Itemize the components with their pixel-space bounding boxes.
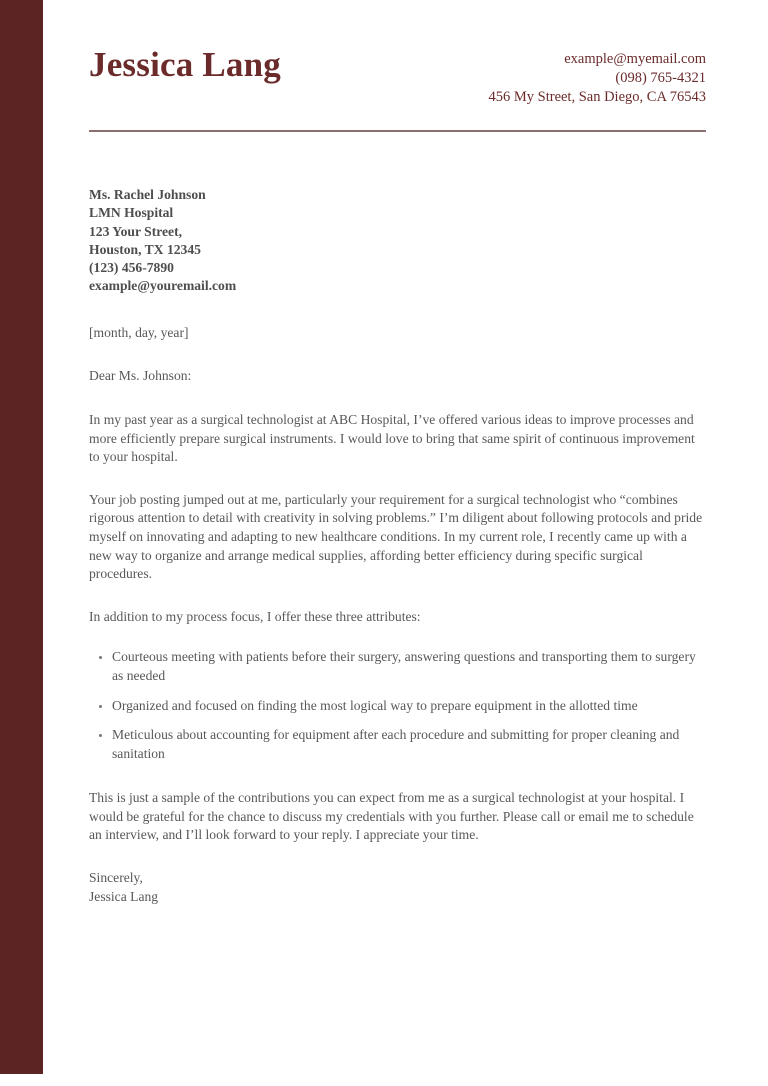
recipient-phone: (123) 456-7890: [89, 260, 174, 276]
recipient-city-state-zip: Houston, TX 12345: [89, 241, 201, 257]
attributes-intro: In addition to my process focus, I offer these three attributes:: [89, 608, 421, 624]
recipient-name: Ms. Rachel Johnson: [89, 187, 206, 202]
sender-address: 456 My Street, San Diego, CA 76543: [488, 89, 706, 105]
letter-date: [month, day, year]: [89, 324, 189, 340]
attributes-list: [89, 648, 706, 763]
signoff-name: Jessica Lang: [89, 888, 159, 904]
sender-name: Jessica Lang: [89, 45, 281, 84]
body-paragraph-1: In my past year as a surgical technologist at ABC Hospital, I’ve offered various ideas to improve processes and more efficiently prepare surgical instruments. I would love to bring that same spirit of continuous improvement to your hospital.: [89, 411, 695, 465]
list-item: Meticulous about accounting for equipment after each procedure and submitting for proper cleaning and sanitation: [112, 726, 706, 763]
recipient-organization: LMN Hospital: [89, 205, 174, 221]
list-item: Courteous meeting with patients before their surgery, answering questions and transporting them to surgery as needed: [112, 648, 706, 685]
recipient-street: 123 Your Street,: [89, 223, 183, 239]
letter-body: [89, 186, 706, 906]
signature-block: [89, 869, 706, 906]
signoff-closing: Sincerely,: [89, 870, 143, 886]
sender-email: example@myemail.com: [564, 51, 706, 67]
letter-salutation: Dear Ms. Johnson:: [89, 368, 192, 384]
recipient-email: example@youremail.com: [89, 278, 237, 294]
accent-sidebar: [0, 0, 43, 1074]
list-item: Organized and focused on finding the most logical way to prepare equipment in the allotted time: [112, 697, 706, 716]
body-paragraph-2: Your job posting jumped out at me, particularly your requirement for a surgical technologist who “combines rigorous attention to detail with creativity in solving problems.” I’m diligent about following protocols and pride myself on innovating and adapting to new healthcare conditions. In my current role, I recently came up with a new way to organize and arrange medical supplies, affording better efficiency during specific surgical procedures.: [89, 491, 703, 582]
recipient-address-block: [89, 186, 706, 296]
header-divider: [89, 130, 706, 132]
letter-header: [89, 0, 706, 132]
sender-contact-block: [489, 50, 707, 107]
closing-paragraph: This is just a sample of the contributions you can expect from me as a surgical technologist at your hospital. I would be grateful for the chance to discuss my credentials with you further. Please call or email me to schedule an interview, and I’ll look forward to your reply. I appreciate your time.: [89, 790, 694, 843]
letter-content: [89, 0, 706, 132]
sender-phone: (098) 765-4321: [615, 70, 706, 86]
